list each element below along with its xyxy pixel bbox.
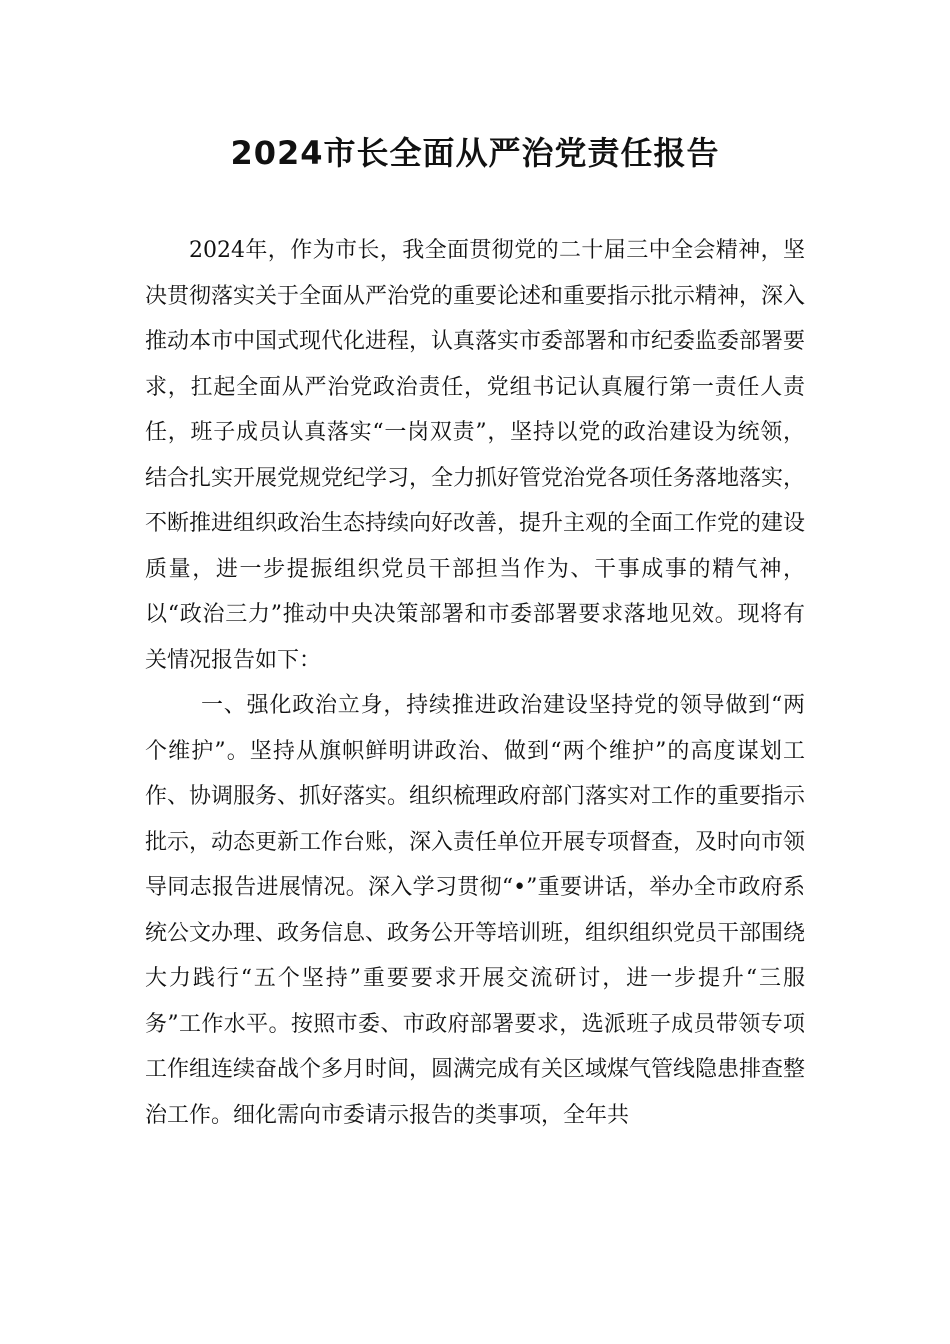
paragraph-section-one: 一、强化政治立身，持续推进政治建设坚持党的领导做到“两个维护”。坚持从旗帜鲜明讲政治、做到“两个维护”的高度谋划工作、协调服务、抓好落实。组织梳理政府部门落实对工作的重要指示批示，动态更新工作台账，深入责任单位开展专项督查，及时向市领导同志报告进展情况。深入学习贯彻“•”重要讲话，举办全市政府系统公文办理、政务信息、政务公开等培训班，组织组织党员干部围绕大力践行“五个坚持”重要要求开展交流研讨，进一步提升“三服务”工作水平。按照市委、市政府部署要求，选派班子成员带领专项工作组连续奋战个多月时间，圆满完成有关区域煤气管线隐患排查整治工作。细化需向市委请示报告的类事项，全年共 xyxy=(145,693,806,1128)
document-title: 2024市长全面从严治党责任报告 xyxy=(230,134,720,172)
document-body xyxy=(145,228,805,1138)
paragraph-intro: 2024年，作为市长，我全面贯彻党的二十届三中全会精神，坚决贯彻落实关于全面从严治党的重要论述和重要指示批示精神，深入推动本市中国式现代化进程，认真落实市委部署和市纪委监委部署要求，扛起全面从严治党政治责任，党组书记认真履行第一责任人责任，班子成员认真落实“一岗双责”，坚持以党的政治建设为统领，结合扎实开展党规党纪学习，全力抓好管党治党各项任务落地落实，不断推进组织政治生态持续向好改善，提升主观的全面工作党的建设质量，进一步提振组织党员干部担当作为、干事成事的精气神，以“政治三力”推动中央决策部署和市委部署要求落地见效。现将有关情况报告如下： xyxy=(145,238,806,673)
